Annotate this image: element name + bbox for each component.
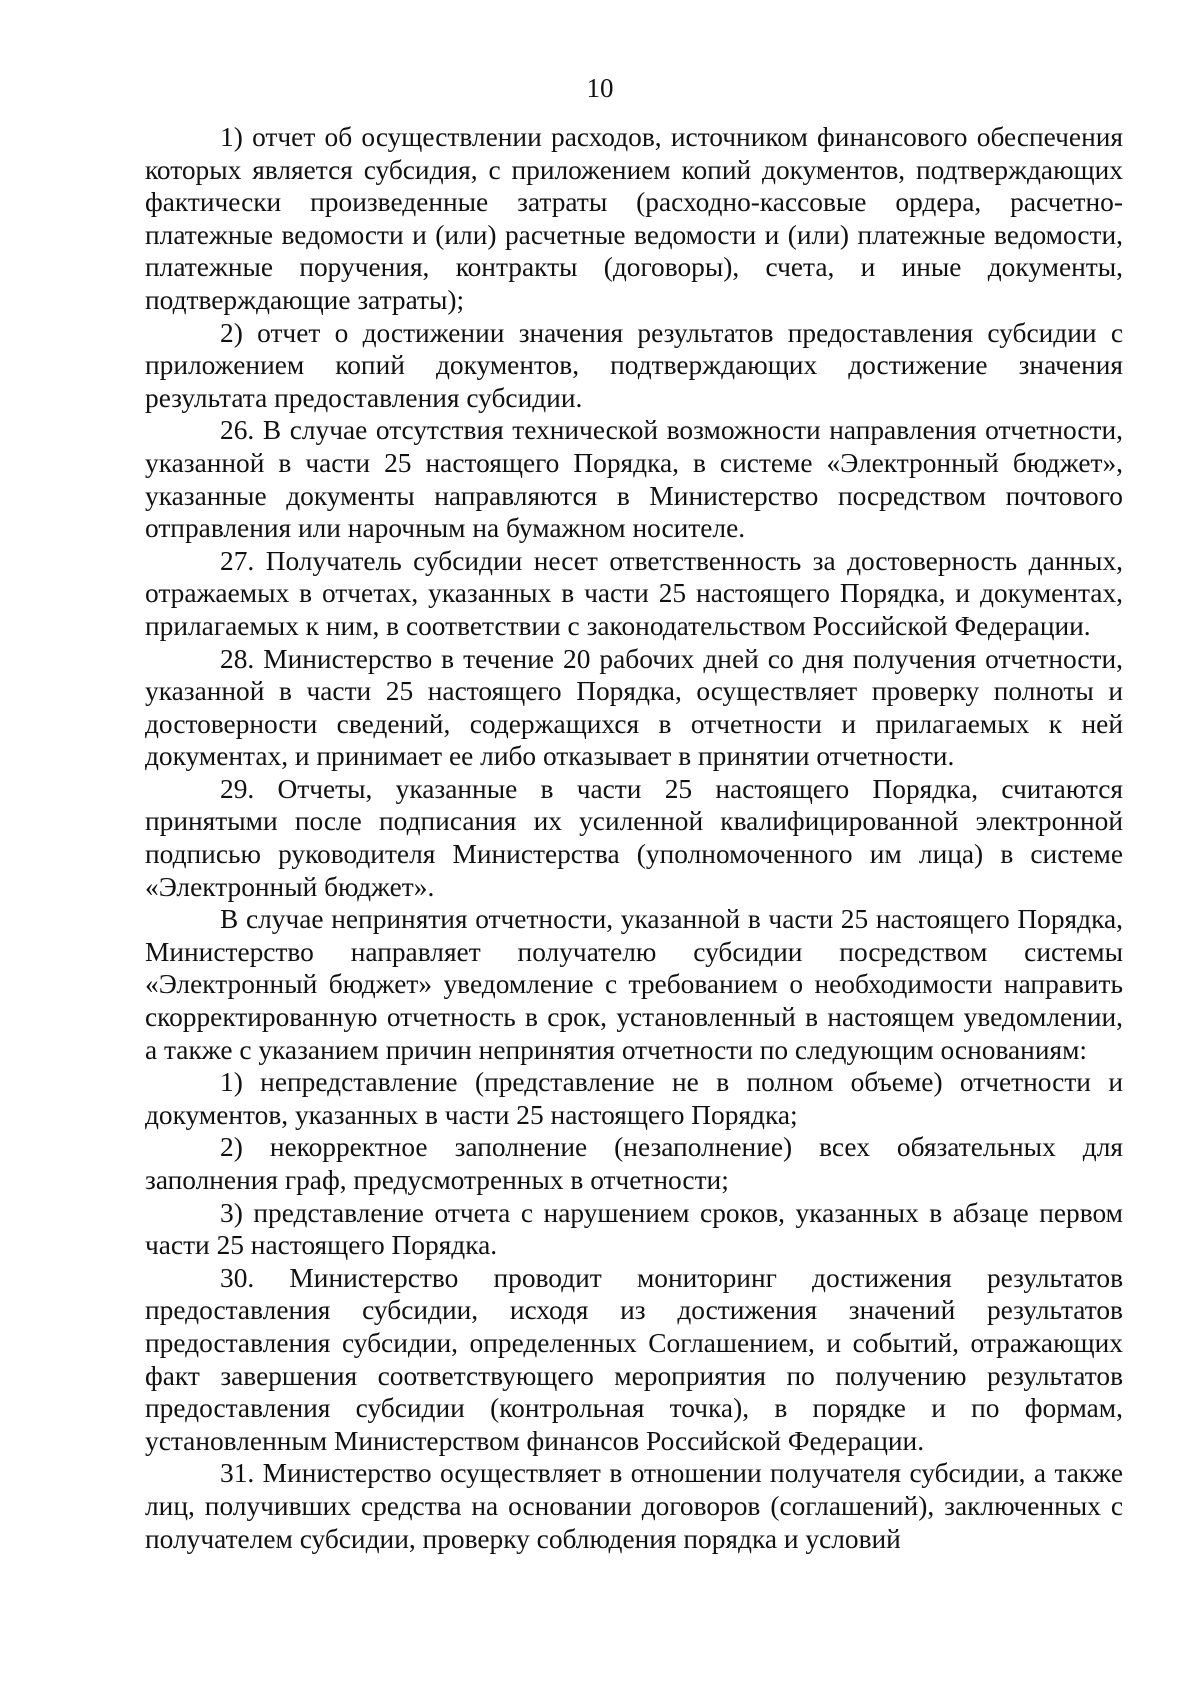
paragraph-27: 27. Получатель субсидии несет ответственность за достоверность данных, отражаемых в отчетах, указанных в части 25 настоящего Порядка, и документах, прилагаемых к ним, в соответствии с законодательством Российской Федерации.	[145, 545, 1123, 641]
paragraph-28: 28. Министерство в течение 20 рабочих дней со дня получения отчетности, указанной в части 25 настоящего Порядка, осуществляет проверку полноты и достоверности сведений, содержащихся в отчетности и прилагаемых к ней документах, и принимает ее либо отказывает в принятии отчетности.	[145, 643, 1123, 772]
paragraph-ground-1: 1) непредставление (представление не в полном объеме) отчетности и документов, указанных в части 25 настоящего Порядка;	[145, 1067, 1123, 1130]
paragraph-report-expenses: 1) отчет об осуществлении расходов, источником финансового обеспечения которых является субсидия, с приложением копий документов, подтверждающих фактически произведенные затраты (расходно-кассовые ордера, расчетно-платежные ведомости и (или) расчетные ведомости и (или) платежные ведомости, платежные поручения, контракты (договоры), счета, и иные документы, подтверждающие затраты);	[145, 122, 1123, 315]
document-body	[145, 121, 1123, 1555]
paragraph-report-results: 2) отчет о достижении значения результатов предоставления субсидии с приложением копий документов, подтверждающих достижение значения результата предоставления субсидии.	[145, 317, 1123, 413]
paragraph-29: 29. Отчеты, указанные в части 25 настоящего Порядка, считаются принятыми после подписания их усиленной квалифицированной электронной подписью руководителя Министерства (уполномоченного им лица) в системе «Электронный бюджет».	[145, 773, 1123, 902]
paragraph-ground-3: 3) представление отчета с нарушением сроков, указанных в абзаце первом части 25 настоящего Порядка.	[145, 1197, 1123, 1261]
paragraph-rejection: В случае непринятия отчетности, указанной в части 25 настоящего Порядка, Министерство направляет получателю субсидии посредством системы «Электронный бюджет» уведомление с требованием о необходимости направить скорректированную отчетность в срок, установленный в настоящем уведомлении, а также с указанием причин непринятия отчетности по следующим основаниям:	[145, 904, 1123, 1065]
page-number: 10	[586, 73, 614, 103]
paragraph-ground-2: 2) некорректное заполнение (незаполнение) всех обязательных для заполнения граф, предусмотренных в отчетности;	[145, 1132, 1123, 1195]
paragraph-31: 31. Министерство осуществляет в отношении получателя субсидии, а также лиц, получивших средства на основании договоров (соглашений), заключенных с получателем субсидии, проверку соблюдения порядка и условий	[145, 1458, 1123, 1554]
paragraph-30: 30. Министерство проводит мониторинг достижения результатов предоставления субсидии, исходя из достижения значений результатов предоставления субсидии, определенных Соглашением, и событий, отражающих факт завершения соответствующего мероприятия по получению результатов предоставления субсидии (контрольная точка), в порядке и по формам, установленным Министерством финансов Российской Федерации.	[145, 1262, 1123, 1456]
paragraph-26: 26. В случае отсутствия технической возможности направления отчетности, указанной в части 25 настоящего Порядка, в системе «Электронный бюджет», указанные документы направляются в Министерство посредством почтового отправления или нарочным на бумажном носителе.	[145, 415, 1123, 544]
